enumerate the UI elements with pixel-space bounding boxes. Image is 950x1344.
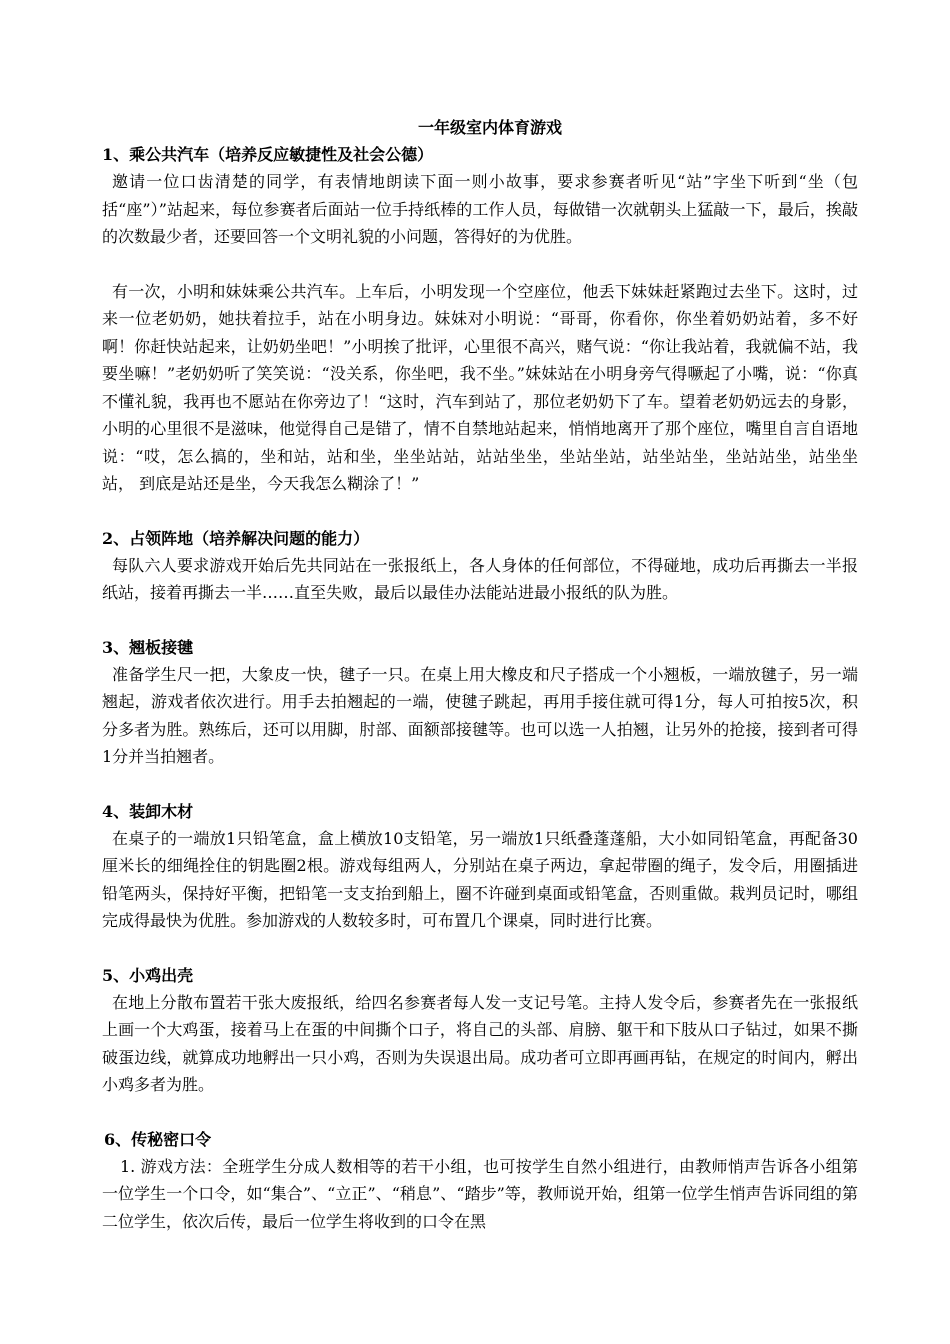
paragraph-gap: [102, 771, 858, 798]
section-2-paragraph-1: 每队六人要求游戏开始后先共同站在一张报纸上，各人身体的任何部位，不得碰地，成功后再撕去一半报纸站，接着再撕去一半……直至失败，最后以最佳办法能站进最小报纸的队为胜。: [102, 555, 858, 602]
section-3-paragraph-1: 准备学生尺一把，大象皮一快，毽子一只。在桌上用大橡皮和尺子搭成一个小翘板，一端放毽子，另一端翘起，游戏者依次进行。用手去拍翘起的一端，使毽子跳起，再用手接住就可得1分，每人可拍按5次，积分多者为胜。熟练后，还可以用脚，肘部、面额部接毽等。也可以选一人拍翘，让另外的抢接，接到者可得1分并当拍翘者。: [102, 664, 858, 766]
section-1-paragraph-1: 邀请一位口齿清楚的同学，有表情地朗读下面一则小故事，要求参赛者听见“站”字坐下听到“坐（包括“座”）”站起来，每位参赛者后面站一位手持纸棒的工作人员，每做错一次就朝头上猛敲一下，最后，挨敲的次数最少者，还要回答一个文明礼貌的小问题，答得好的为优胜。: [102, 172, 858, 246]
section-heading-5: 5、小鸡出壳: [102, 965, 194, 985]
section-heading-1: 1、乘公共汽车（培养反应敏捷性及社会公德）: [102, 145, 434, 164]
section-1-paragraph-2: 有一次，小明和妹妹乘公共汽车。上车后，小明发现一个空座位，他丢下妹妹赶紧跑过去坐下。这时，过来一位老奶奶，她扶着拉手，站在小明身边。妹妹对小明说：“哥哥，你看你，你坐着奶奶站着，多不好啊！你赶快站起来，让奶奶坐吧！”小明挨了批评，心里很不高兴，赌气说：“你让我站着，我就偏不站，我要坐嘛！”老奶奶听了笑笑说：“没关系，你坐吧，我不坐。”妹妹站在小明身旁气得噘起了小嘴，说：“你真不懂礼貌，我再也不愿站在你旁边了！“这时，汽车到站了，那位老奶奶下了车。望着老奶奶远去的身影，小明的心里很不是滋味，他觉得自己是错了，情不自禁地站起来，悄悄地离开了那个座位，嘴里自言自语地说：“哎，怎么搞的，坐和站，站和坐，坐坐站站，站站坐坐，坐站坐站，站坐站坐，坐站站坐，站坐坐站， 到底是站还是坐，今天我怎么糊涂了！”: [102, 281, 858, 493]
section-heading-3: 3、翘板接毽: [102, 637, 194, 657]
section-heading-6: 6、传秘密口令: [104, 1129, 212, 1149]
section-heading-2: 2、占领阵地（培养解决问题的能力）: [102, 528, 370, 548]
section-4-paragraph-1: 在桌子的一端放1只铅笔盒，盒上横放10支铅笔，另一端放1只纸叠蓬蓬船，大小如同铅笔盒，再配备30厘米长的细绳拴住的钥匙圈2根。游戏每组两人，分别站在桌子两边，拿起带圈的绳子，发令后，用圈插进铅笔两头，保持好平衡，把铅笔一支支抬到船上，圈不许碰到桌面或铅笔盒，否则重做。栽判员记时，哪组完成得最快为优胜。参加游戏的人数较多时，可布置几个课桌，同时进行比赛。: [102, 828, 858, 930]
section-5-paragraph-1: 在地上分散布置若干张大废报纸，给四名参赛者每人发一支记号笔。主持人发令后，参赛者先在一张报纸上画一个大鸡蛋，接着马上在蛋的中间撕个口子，将自己的头部、肩膀、躯干和下肢从口子钻过，如果不撕破蛋边线，就算成功地孵出一只小鸡，否则为失误退出局。成功者可立即再画再钻，在规定的时间内，孵出小鸡多者为胜。: [102, 992, 858, 1094]
paragraph-gap: [102, 935, 858, 962]
page-title: 一年级室内体育游戏: [417, 118, 562, 137]
section-heading-4: 4、装卸木材: [102, 801, 194, 821]
paragraph-gap: [102, 607, 858, 634]
section-6-paragraph-1: 1. 游戏方法：全班学生分成人数相等的若干小组，也可按学生自然小组进行，由教师悄声告诉各小组第一位学生一个口令，如“集合”、“立正”、“稍息”、“踏步”等，教师说开始，组第一位学生悄声告诉同组的第二位学生，依次后传，最后一位学生将收到的口令在黑: [102, 1156, 858, 1231]
paragraph-gap: [102, 251, 858, 278]
paragraph-gap: [102, 498, 858, 525]
paragraph-gap: [102, 1099, 858, 1126]
